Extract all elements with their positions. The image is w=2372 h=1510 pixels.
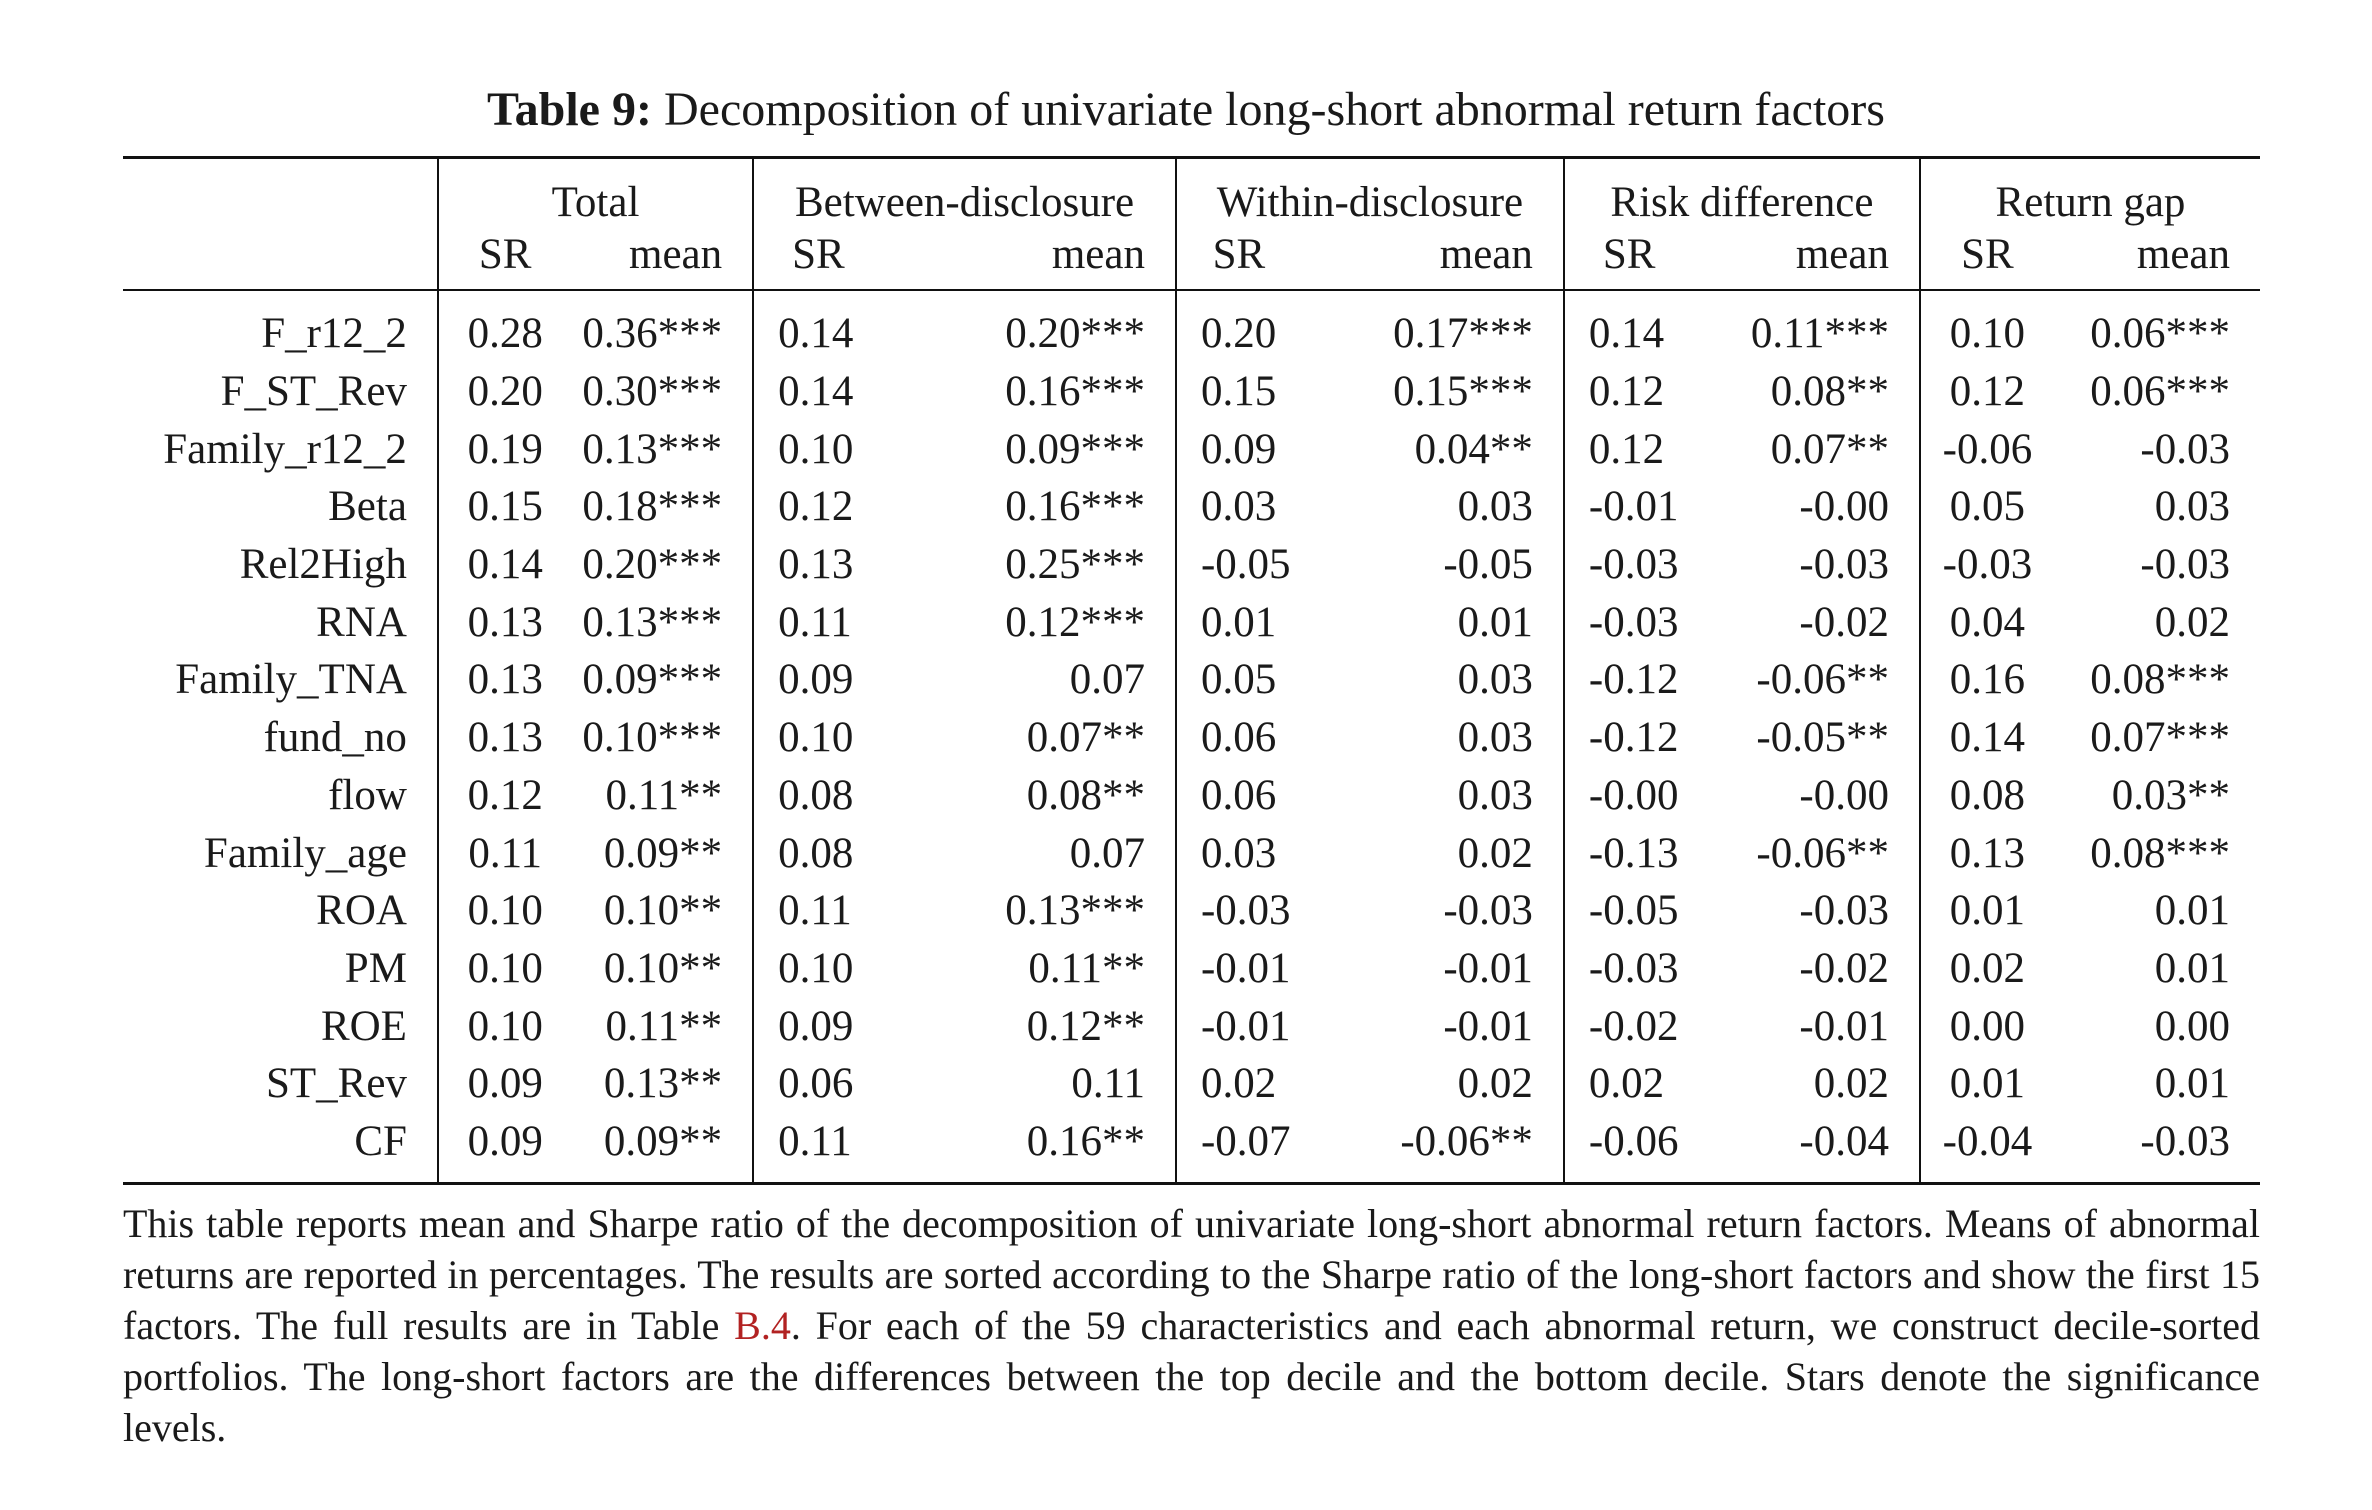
row-label: fund_no — [263, 714, 407, 762]
mean-cell: 0.10** — [603, 887, 723, 935]
row-label: flow — [328, 771, 407, 819]
mean-cell: 0.11** — [605, 771, 723, 819]
sr-cell: 0.04 — [1920, 593, 2054, 651]
mean-cell: 0.13*** — [582, 598, 723, 646]
sr-cell: 0.09 — [438, 1055, 572, 1113]
table-row — [123, 940, 2260, 998]
row-label: Family_age — [203, 829, 407, 877]
sr-cell: -0.03 — [1564, 536, 1694, 594]
sr-cell: -0.06 — [1564, 1113, 1694, 1184]
mean-cell: 0.08*** — [2090, 656, 2230, 704]
mean-cell: -0.05** — [1756, 714, 1889, 762]
sr-cell: 0.15 — [1176, 363, 1301, 421]
mean-cell: 0.11*** — [1750, 310, 1889, 358]
mean-cell: -0.04 — [1799, 1117, 1889, 1165]
table-row — [123, 536, 2260, 594]
mean-cell: 0.15*** — [1393, 368, 1533, 416]
corner-cell — [123, 158, 438, 228]
row-label: ROE — [320, 1002, 407, 1050]
mean-cell: 0.03 — [2154, 483, 2230, 531]
sr-cell: 0.03 — [1176, 824, 1301, 882]
sr-cell: 0.11 — [753, 882, 883, 940]
sr-cell: -0.01 — [1564, 478, 1694, 536]
sr-cell: -0.03 — [1920, 536, 2054, 594]
sr-cell: 0.10 — [753, 940, 883, 998]
mean-cell: 0.02 — [2154, 598, 2230, 646]
table-body — [123, 290, 2260, 1184]
sub-header-mean: mean — [571, 227, 753, 290]
table-row — [123, 824, 2260, 882]
sr-cell: -0.03 — [1564, 940, 1694, 998]
mean-cell: 0.11 — [1071, 1060, 1145, 1108]
sr-cell: 0.12 — [753, 478, 883, 536]
mean-cell: -0.03 — [1799, 887, 1889, 935]
table-row — [123, 593, 2260, 651]
mean-cell: 0.01 — [1457, 598, 1533, 646]
sub-header-mean: mean — [2054, 227, 2260, 290]
sr-cell: 0.20 — [438, 363, 572, 421]
sr-cell: -0.01 — [1176, 997, 1301, 1055]
table-row — [123, 651, 2260, 709]
mean-cell: 0.01 — [2154, 887, 2230, 935]
mean-cell: 0.13*** — [582, 425, 723, 473]
sr-cell: 0.06 — [1176, 767, 1301, 825]
mean-cell: 0.07** — [1026, 714, 1145, 762]
mean-cell: 0.09** — [603, 1117, 723, 1165]
notes-text-before: This table reports mean and Sharpe ratio of the decomposition of univariate long-short abnormal return factors. Means of abnormal returns are reported in percentages. The results are sorted according to the Sharpe ratio of the long-short factors and show the first 15 factors. The full results are in Table — [123, 1201, 2260, 1348]
sr-cell: 0.10 — [1920, 290, 2054, 363]
sr-cell: -0.05 — [1564, 882, 1694, 940]
table-notes — [123, 1198, 2260, 1453]
sr-cell: 0.11 — [438, 824, 572, 882]
table-row — [123, 997, 2260, 1055]
sr-cell: 0.00 — [1920, 997, 2054, 1055]
mean-cell: 0.02 — [1457, 1060, 1533, 1108]
group-header-total: Total — [438, 158, 753, 228]
sr-cell: -0.02 — [1564, 997, 1694, 1055]
sr-cell: 0.01 — [1920, 882, 2054, 940]
mean-cell: 0.06*** — [2090, 310, 2230, 358]
group-header-gap: Return gap — [1920, 158, 2260, 228]
mean-cell: -0.06** — [1400, 1117, 1533, 1165]
mean-cell: 0.30*** — [582, 368, 723, 416]
notes-text-after: . For each of the 59 characteristics and each abnormal return, we construct decile-sorted portfolios. The long-short factors are the differences between the top decile and the bottom decile. Stars denote the significance levels. — [123, 1303, 2260, 1450]
sr-cell: 0.12 — [1564, 363, 1694, 421]
mean-cell: 0.13*** — [1005, 887, 1145, 935]
mean-cell: -0.00 — [1799, 771, 1889, 819]
mean-cell: -0.02 — [1799, 944, 1889, 992]
mean-cell: 0.07*** — [2090, 714, 2230, 762]
mean-cell: 0.10** — [603, 944, 723, 992]
sr-cell: 0.10 — [753, 709, 883, 767]
mean-cell: 0.16** — [1026, 1117, 1145, 1165]
sr-cell: 0.10 — [438, 882, 572, 940]
row-label: Family_r12_2 — [163, 425, 407, 473]
table-row — [123, 1113, 2260, 1184]
mean-cell: 0.03 — [1457, 771, 1533, 819]
mean-cell: 0.00 — [2154, 1002, 2230, 1050]
mean-cell: -0.02 — [1799, 598, 1889, 646]
sr-cell: 0.08 — [753, 824, 883, 882]
mean-cell: -0.03 — [1443, 887, 1533, 935]
row-label: ROA — [316, 887, 407, 935]
sr-cell: -0.12 — [1564, 709, 1694, 767]
mean-cell: 0.13** — [603, 1060, 723, 1108]
sr-cell: 0.12 — [438, 767, 572, 825]
group-header-row — [123, 158, 2260, 228]
table-row — [123, 363, 2260, 421]
row-label: Family_TNA — [175, 656, 407, 704]
sr-cell: 0.06 — [753, 1055, 883, 1113]
mean-cell: 0.09*** — [1005, 425, 1145, 473]
mean-cell: 0.08** — [1026, 771, 1145, 819]
sr-cell: -0.04 — [1920, 1113, 2054, 1184]
sr-cell: 0.14 — [753, 363, 883, 421]
sr-cell: -0.07 — [1176, 1113, 1301, 1184]
corner-cell — [123, 227, 438, 290]
mean-cell: 0.17*** — [1393, 310, 1533, 358]
sr-cell: 0.02 — [1176, 1055, 1301, 1113]
mean-cell: 0.02 — [1457, 829, 1533, 877]
row-label: F_r12_2 — [261, 310, 407, 358]
sr-cell: 0.12 — [1920, 363, 2054, 421]
mean-cell: 0.02 — [1813, 1060, 1889, 1108]
sr-cell: -0.06 — [1920, 420, 2054, 478]
table-row — [123, 420, 2260, 478]
group-header-risk: Risk difference — [1564, 158, 1920, 228]
sr-cell: 0.13 — [438, 593, 572, 651]
table-row — [123, 290, 2260, 363]
table-row — [123, 709, 2260, 767]
sr-cell: 0.09 — [438, 1113, 572, 1184]
sr-cell: 0.08 — [1920, 767, 2054, 825]
mean-cell: 0.08*** — [2090, 829, 2230, 877]
mean-cell: 0.10*** — [582, 714, 723, 762]
mean-cell: -0.03 — [2140, 1117, 2230, 1165]
mean-cell: 0.01 — [2154, 1060, 2230, 1108]
mean-cell: 0.11** — [1028, 944, 1145, 992]
mean-cell: 0.12*** — [1005, 598, 1145, 646]
sr-cell: 0.11 — [753, 1113, 883, 1184]
sr-cell: 0.19 — [438, 420, 572, 478]
table-row — [123, 1055, 2260, 1113]
mean-cell: 0.03 — [1457, 656, 1533, 704]
mean-cell: 0.12** — [1026, 1002, 1145, 1050]
row-label: Rel2High — [239, 541, 407, 589]
sr-cell: 0.10 — [438, 940, 572, 998]
mean-cell: 0.07 — [1069, 656, 1145, 704]
sr-cell: 0.09 — [1176, 420, 1301, 478]
table-reference-link[interactable]: B.4 — [734, 1303, 791, 1348]
table-row — [123, 767, 2260, 825]
mean-cell: -0.00 — [1799, 483, 1889, 531]
sr-cell: 0.14 — [753, 290, 883, 363]
row-label: CF — [354, 1117, 407, 1165]
sr-cell: 0.11 — [753, 593, 883, 651]
mean-cell: 0.01 — [2154, 944, 2230, 992]
sr-cell: -0.03 — [1564, 593, 1694, 651]
sub-header-sr: SR — [753, 227, 883, 290]
row-label: Beta — [328, 483, 407, 531]
mean-cell: -0.06** — [1756, 829, 1889, 877]
mean-cell: -0.03 — [1799, 541, 1889, 589]
sr-cell: 0.02 — [1920, 940, 2054, 998]
caption-title: Decomposition of univariate long-short abnormal return factors — [663, 83, 1885, 136]
mean-cell: -0.01 — [1443, 944, 1533, 992]
results-table — [123, 156, 2260, 1185]
sr-cell: -0.05 — [1176, 536, 1301, 594]
sr-cell: 0.14 — [438, 536, 572, 594]
mean-cell: 0.16*** — [1005, 483, 1145, 531]
table-row — [123, 478, 2260, 536]
mean-cell: -0.03 — [2140, 425, 2230, 473]
mean-cell: 0.09*** — [582, 656, 723, 704]
row-label: RNA — [316, 598, 407, 646]
mean-cell: -0.05 — [1443, 541, 1533, 589]
sr-cell: 0.28 — [438, 290, 572, 363]
sub-header-mean: mean — [1693, 227, 1920, 290]
row-label: F_ST_Rev — [220, 368, 407, 416]
sr-cell: 0.13 — [1920, 824, 2054, 882]
mean-cell: 0.03** — [2111, 771, 2230, 819]
sub-header-sr: SR — [1920, 227, 2054, 290]
mean-cell: 0.25*** — [1005, 541, 1145, 589]
mean-cell: 0.03 — [1457, 714, 1533, 762]
sr-cell: 0.14 — [1564, 290, 1694, 363]
sr-cell: -0.03 — [1176, 882, 1301, 940]
row-label: ST_Rev — [265, 1060, 407, 1108]
sr-cell: 0.09 — [753, 651, 883, 709]
sub-header-sr: SR — [1564, 227, 1694, 290]
sr-cell: 0.08 — [753, 767, 883, 825]
mean-cell: 0.09** — [603, 829, 723, 877]
sr-cell: 0.13 — [438, 651, 572, 709]
sr-cell: 0.01 — [1176, 593, 1301, 651]
mean-cell: 0.03 — [1457, 483, 1533, 531]
sr-cell: 0.01 — [1920, 1055, 2054, 1113]
sub-header-mean: mean — [1301, 227, 1564, 290]
mean-cell: -0.01 — [1799, 1002, 1889, 1050]
sub-header-mean: mean — [883, 227, 1176, 290]
group-header-between: Between-disclosure — [753, 158, 1176, 228]
sr-cell: 0.05 — [1176, 651, 1301, 709]
caption-label: Table 9: — [487, 83, 652, 136]
sr-cell: 0.14 — [1920, 709, 2054, 767]
mean-cell: 0.04** — [1414, 425, 1533, 473]
mean-cell: 0.07 — [1069, 829, 1145, 877]
sr-cell: 0.12 — [1564, 420, 1694, 478]
sr-cell: 0.05 — [1920, 478, 2054, 536]
sr-cell: -0.00 — [1564, 767, 1694, 825]
sr-cell: 0.06 — [1176, 709, 1301, 767]
mean-cell: 0.20*** — [1005, 310, 1145, 358]
row-label: PM — [344, 944, 407, 992]
mean-cell: 0.20*** — [582, 541, 723, 589]
sr-cell: 0.16 — [1920, 651, 2054, 709]
mean-cell: -0.03 — [2140, 541, 2230, 589]
mean-cell: -0.06** — [1756, 656, 1889, 704]
sr-cell: -0.01 — [1176, 940, 1301, 998]
sr-cell: -0.13 — [1564, 824, 1694, 882]
mean-cell: 0.11** — [605, 1002, 723, 1050]
table-caption — [0, 80, 2372, 140]
sr-cell: 0.03 — [1176, 478, 1301, 536]
table-row — [123, 882, 2260, 940]
sub-header-sr: SR — [438, 227, 572, 290]
group-header-within: Within-disclosure — [1176, 158, 1564, 228]
sr-cell: 0.20 — [1176, 290, 1301, 363]
sr-cell: 0.10 — [438, 997, 572, 1055]
mean-cell: 0.08** — [1770, 368, 1889, 416]
sr-cell: 0.13 — [438, 709, 572, 767]
sr-cell: 0.09 — [753, 997, 883, 1055]
mean-cell: 0.07** — [1770, 425, 1889, 473]
sr-cell: 0.02 — [1564, 1055, 1694, 1113]
sr-cell: -0.12 — [1564, 651, 1694, 709]
sr-cell: 0.13 — [753, 536, 883, 594]
sub-header-sr: SR — [1176, 227, 1301, 290]
mean-cell: 0.36*** — [582, 310, 723, 358]
mean-cell: -0.01 — [1443, 1002, 1533, 1050]
mean-cell: 0.18*** — [582, 483, 723, 531]
mean-cell: 0.06*** — [2090, 368, 2230, 416]
sr-cell: 0.10 — [753, 420, 883, 478]
mean-cell: 0.16*** — [1005, 368, 1145, 416]
sr-cell: 0.15 — [438, 478, 572, 536]
sub-header-row — [123, 227, 2260, 290]
